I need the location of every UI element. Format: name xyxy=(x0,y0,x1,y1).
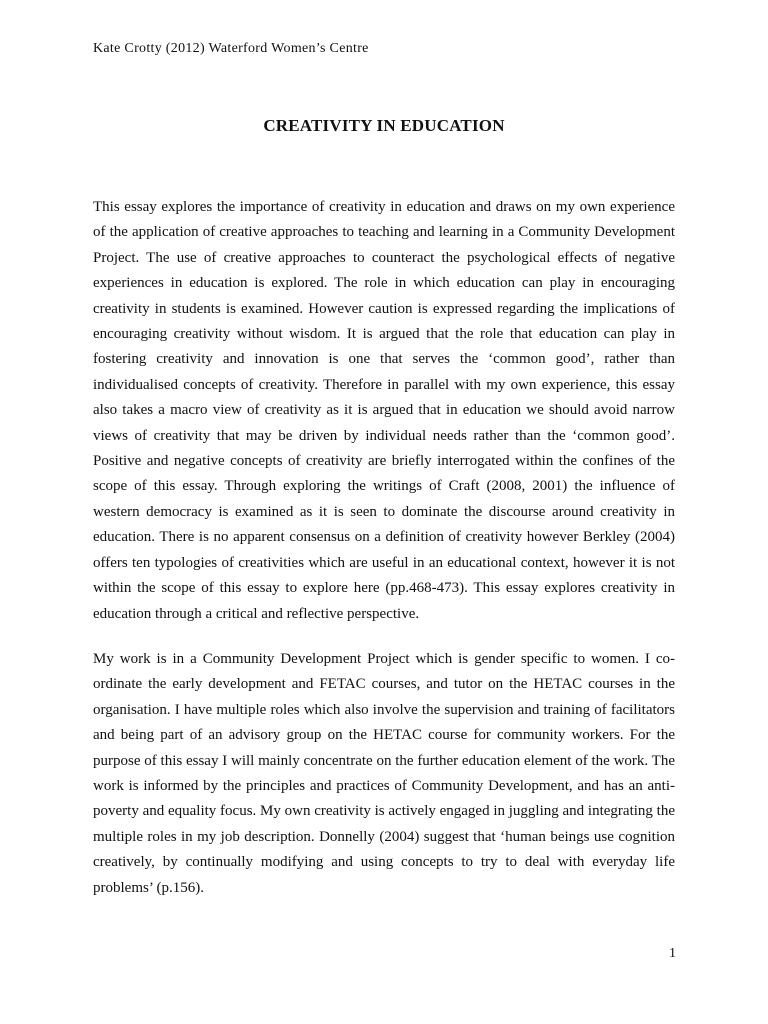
paragraph-intro: This essay explores the importance of creativity in education and draws on my own experience of the application of creative approaches to teaching and learning in a Community Development Project. The use of creative approaches to counteract the psychological effects of negative experiences in education is explored. The role in which education can play in encouraging creativity in students is examined. However caution is expressed regarding the implications of encouraging creativity without wisdom. It is argued that the role that education can play in fostering creativity and innovation is one that serves the ‘common good’, rather than individualised concepts of creativity. Therefore in parallel with my own experience, this essay also takes a macro view of creativity as it is argued that in education we should avoid narrow views of creativity that may be driven by individual needs rather than the ‘common good’. Positive and negative concepts of creativity are briefly interrogated within the confines of the scope of this essay. Through exploring the writings of Craft (2008, 2001) the influence of western democracy is examined as it is seen to dominate the discourse around creativity in education. There is no apparent consensus on a definition of creativity however Berkley (2004) offers ten typologies of creativities which are useful in an educational context, however it is not within the scope of this essay to explore here (pp.468-473). This essay explores creativity in education through a critical and reflective perspective. xyxy=(93,199,675,622)
running-header: Kate Crotty (2012) Waterford Women’s Centre xyxy=(93,41,369,56)
page-title: CREATIVITY IN EDUCATION xyxy=(263,116,505,135)
page-number: 1 xyxy=(669,946,676,961)
paragraph-work-context: My work is in a Community Development Project which is gender specific to women. I co-ordinate the early development and FETAC courses, and tutor on the HETAC courses in the organisation. I have multiple roles which also involve the supervision and training of facilitators and being part of an advisory group on the HETAC course for community workers. For the purpose of this essay I will mainly concentrate on the further education element of the work. The work is informed by the principles and practices of Community Development, and has an anti-poverty and equality focus. My own creativity is actively engaged in juggling and integrating the multiple roles in my job description. Donnelly (2004) suggest that ‘human beings use cognition creatively, by continually modifying and using concepts to try to deal with everyday life problems’ (p.156). xyxy=(93,651,675,896)
